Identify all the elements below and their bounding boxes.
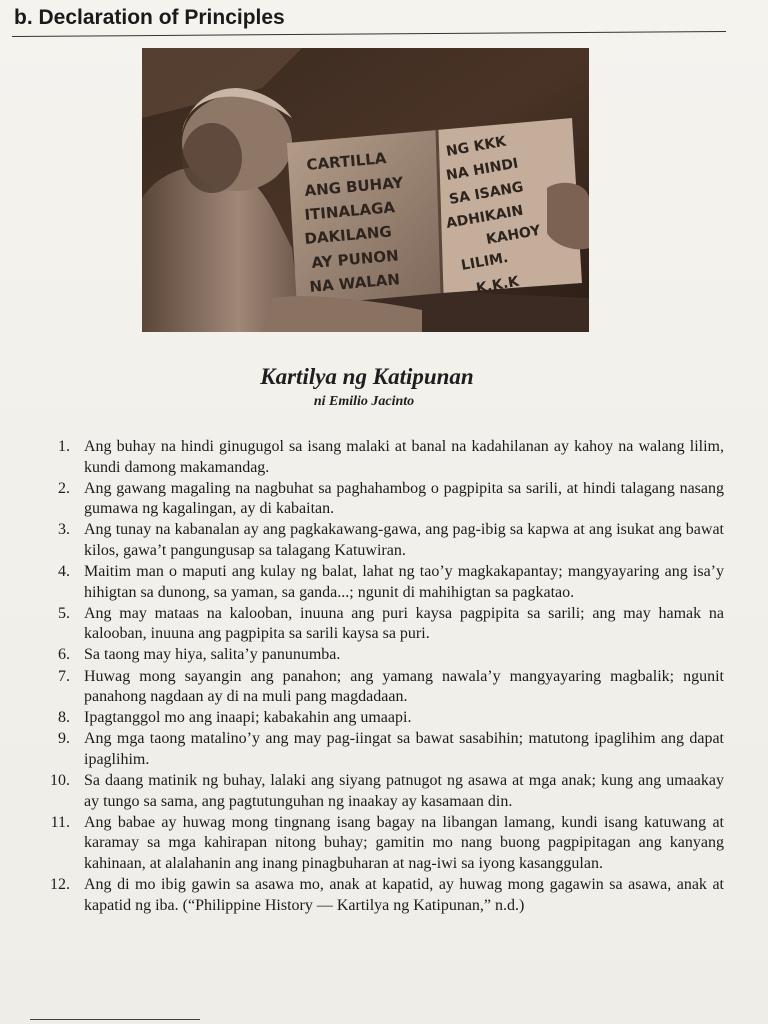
tablet-text-left-1: CARTILLA	[305, 149, 388, 174]
rule-number: 7.	[58, 667, 70, 685]
tablet-text-right-7: K.K.K	[474, 273, 521, 297]
rule-number: 12.	[50, 875, 70, 893]
list-item	[40, 645, 724, 666]
rule-number: 4.	[58, 563, 70, 581]
list-item	[40, 729, 724, 770]
tablet-text-left-3: ITINALAGA	[303, 198, 396, 224]
rule-text: Ang tunay na kabanalan ay ang pagkakawang-gawa, ang pag-ibig sa kapwa at ang isukat ang bawat kilos, gawa’t pangungusap sa talagang Katuwiran.	[84, 521, 724, 559]
tablet-text-right-3: SA ISANG	[447, 179, 525, 208]
list-item	[40, 813, 724, 875]
section-heading: b. Declaration of Principles	[14, 6, 285, 29]
rule-text: Ang mga taong matalino’y ang may pag-iingat sa bawat sasabihin; matutong ipaglihim ang dapat ipaglihim.	[84, 730, 724, 768]
rule-number: 8.	[58, 709, 70, 727]
tablet-text-left-2: ANG BUHAY	[303, 173, 404, 200]
rule-number: 1.	[58, 438, 70, 455]
rule-number: 2.	[58, 479, 70, 497]
list-item	[40, 604, 724, 645]
tablet-text-right-6: LILIM.	[459, 249, 510, 274]
list-item	[40, 437, 724, 478]
rule-number: 6.	[58, 646, 70, 664]
rule-number: 11.	[50, 813, 70, 831]
list-item	[40, 771, 724, 812]
rules-list	[40, 437, 724, 917]
tablet-text-left-6: NA WALAN	[308, 270, 401, 296]
footer-divider	[30, 1019, 200, 1020]
tablet-text-right-4: ADHIKAIN	[444, 202, 525, 232]
list-item	[40, 479, 724, 520]
list-item	[40, 875, 724, 916]
tablet-text-left-5: AY PUNON	[310, 246, 400, 272]
rule-text: Ang may mataas na kalooban, inuuna ang puri kaysa pagpipita sa sarili; ang may hamak na kalooban, inuuna ang pagpipita sa sarili kaysa sa puri.	[84, 604, 724, 643]
monument-photo	[142, 48, 589, 332]
tablet-text-left-4: DAKILANG	[303, 222, 393, 248]
list-item	[40, 667, 724, 708]
rule-text: Ang di mo ibig gawin sa asawa mo, anak at kapatid, ay huwag mong gagawin sa asawa, anak at kapatid ng iba. (“Philippine History — Kartilya ng Katipunan,” n.d.)	[84, 875, 724, 914]
rule-text: Ipagtanggol mo ang inaapi; kabakahin ang umaapi.	[84, 709, 412, 727]
rule-text: Sa taong may hiya, salita’y panunumba.	[84, 646, 341, 664]
tablet-text-right-5: KAHOY	[484, 222, 542, 248]
list-item	[40, 520, 724, 561]
rule-text: Ang gawang magaling na nagbuhat sa paghahambog o pagpipita sa sarili, at hindi talagang nasang gumawa ng kagalingan, ay di kabaitan.	[84, 479, 724, 518]
list-item	[40, 562, 724, 603]
heading-divider	[12, 31, 726, 37]
tablet-text-right-1: NG KKK	[444, 133, 508, 160]
rule-number: 3.	[58, 521, 70, 539]
document-author: ni Emilio Jacinto	[313, 394, 415, 409]
list-item	[40, 708, 724, 729]
rule-number: 10.	[50, 772, 70, 789]
rule-number: 5.	[58, 604, 70, 622]
document-title: Kartilya ng Katipunan	[260, 364, 474, 389]
rule-text: Ang babae ay huwag mong tingnang isang bagay na libangan lamang, kundi isang katuwang at karamay sa mga kahirapan nitong buhay; gamitin mo nang buong pagpipitagan ang kanyang kahinaan, at alalahanin ang inang pinagbuharan at nag-iwi sa iyong kasanggulan.	[84, 813, 724, 872]
rule-number: 9.	[58, 730, 70, 748]
rule-text: Maitim man o maputi ang kulay ng balat, lahat ng tao’y magkakapantay; mangyayaring ang isa’y hihigtan sa dunong, sa yaman, sa ganda...; ngunit di mahihigtan sa pagkatao.	[84, 563, 724, 601]
tablet-text-right-2: NA HINDI	[444, 155, 520, 184]
rule-text: Huwag mong sayangin ang panahon; ang yamang nawala’y mangyayaring magbalik; ngunit panahong nagdaan ay di na muli pang magdadaan.	[84, 667, 724, 706]
rule-text: Ang buhay na hindi ginugugol sa isang malaki at banal na kadahilanan ay kahoy na walang lilim, kundi damong makamandag.	[84, 438, 724, 476]
rule-text: Sa daang matinik ng buhay, lalaki ang siyang patnugot ng asawa at mga anak; kung ang umaakay ay tungo sa sama, ang pagtutunguhan ng inaakay ay kasamaan din.	[84, 772, 724, 810]
